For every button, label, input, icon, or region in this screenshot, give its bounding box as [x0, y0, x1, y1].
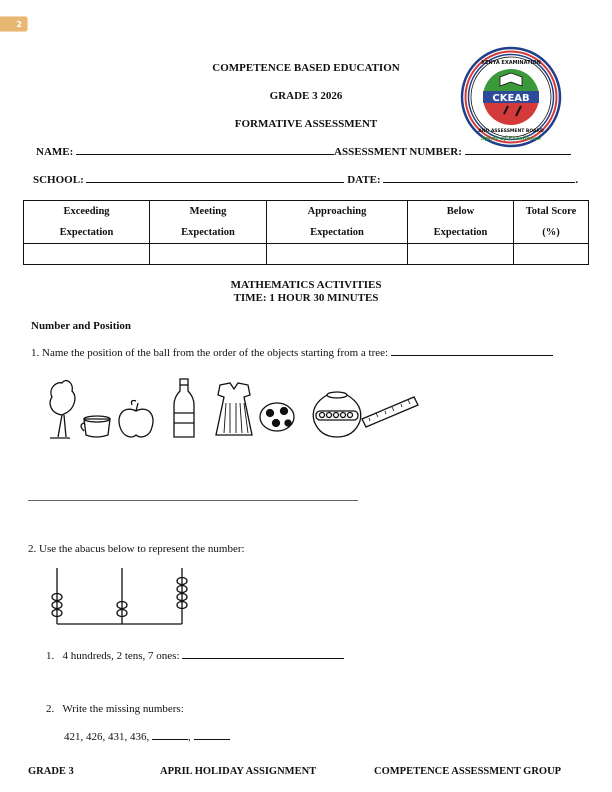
sequence-blank-2[interactable]: [194, 739, 230, 740]
name-field-row: [36, 146, 571, 158]
objects-image: [40, 375, 430, 445]
number-sequence: 421, 426, 431, 436, ,: [64, 731, 230, 743]
score-cell-below[interactable]: [408, 244, 514, 265]
sub-question-2: [46, 703, 184, 715]
cup-icon: [81, 416, 110, 437]
score-cell-approaching[interactable]: [267, 244, 408, 265]
footer-group: COMPETENCE ASSESSMENT GROUP: [374, 766, 562, 777]
sub-question-1-answer-line[interactable]: [182, 658, 344, 659]
footer-grade: GRADE 3: [28, 766, 74, 777]
subject-time: TIME: 1 HOUR 30 MINUTES: [233, 292, 379, 304]
ball-icon: [260, 403, 294, 431]
score-cell-exceeding[interactable]: [24, 244, 150, 265]
sub-question-1: [46, 650, 344, 662]
pot-icon: [313, 392, 361, 437]
header-line1: COMPETENCE BASED EDUCATION: [212, 62, 400, 74]
assessment-number-input-line[interactable]: [465, 154, 571, 155]
sub-question-2-text: Write the missing numbers:: [62, 703, 184, 715]
ruler-icon: [362, 397, 418, 427]
header-exceeding: Exceeding Expectation: [24, 201, 150, 244]
score-table: [23, 200, 589, 265]
page-number-badge: 2: [0, 16, 28, 32]
name-input-line[interactable]: [76, 154, 334, 155]
score-table-row: [24, 244, 589, 265]
bottle-icon: [174, 379, 194, 437]
sub-question-1-number: 1.: [46, 650, 55, 662]
header-total-score: Total Score (%): [514, 201, 589, 244]
apple-icon: [119, 401, 153, 437]
score-cell-meeting[interactable]: [150, 244, 267, 265]
sub-question-2-number: 2.: [46, 703, 55, 715]
school-input-line[interactable]: [86, 182, 344, 183]
question-1-answer-area[interactable]: [28, 500, 358, 501]
sequence-text: 421, 426, 431, 436,: [64, 731, 150, 743]
logo-emblem-icon: [460, 46, 562, 148]
school-field-row: SCHOOL: DATE: .: [33, 174, 579, 186]
ckeab-logo: [460, 46, 562, 148]
subject-title: MATHEMATICS ACTIVITIES: [230, 279, 382, 291]
abacus-diagram: [28, 568, 203, 628]
school-label: SCHOOL:: [33, 174, 84, 186]
header-meeting: Meeting Expectation: [150, 201, 267, 244]
question-2-text: 2. Use the abacus below to represent the number:: [28, 543, 245, 555]
date-label: DATE:: [347, 174, 381, 186]
question-1: [31, 347, 553, 359]
svg-text:AND ASSESSMENT BOARD: AND ASSESSMENT BOARD: [478, 129, 544, 134]
svg-text:KENYA EXAMINATION: KENYA EXAMINATION: [481, 60, 541, 66]
sequence-blank-1[interactable]: [152, 739, 188, 740]
section-title: Number and Position: [31, 320, 132, 332]
footer-assignment: APRIL HOLIDAY ASSIGNMENT: [160, 766, 317, 777]
header-line2: GRADE 3 2026: [269, 90, 343, 102]
date-input-line[interactable]: [383, 182, 575, 183]
dress-icon: [216, 383, 252, 435]
question-1-answer-line[interactable]: [391, 355, 553, 356]
header-approaching: Approaching Expectation: [267, 201, 408, 244]
question-1-text: 1. Name the position of the ball from the order of the objects starting from a tree:: [31, 347, 389, 359]
score-table-header: [24, 201, 589, 244]
header-below: Below Expectation: [408, 201, 514, 244]
header-line3: FORMATIVE ASSESSMENT: [234, 118, 378, 130]
sub-question-1-text: 4 hundreds, 2 tens, 7 ones:: [62, 650, 180, 662]
svg-text:CKEAB: CKEAB: [492, 93, 530, 104]
svg-text:Spirit of Excellence: Spirit of Excellence: [480, 136, 542, 142]
score-cell-total[interactable]: [514, 244, 589, 265]
assessment-number-label: ASSESSMENT NUMBER:: [334, 146, 462, 158]
tree-icon: [50, 381, 75, 438]
name-label: NAME:: [36, 146, 74, 158]
